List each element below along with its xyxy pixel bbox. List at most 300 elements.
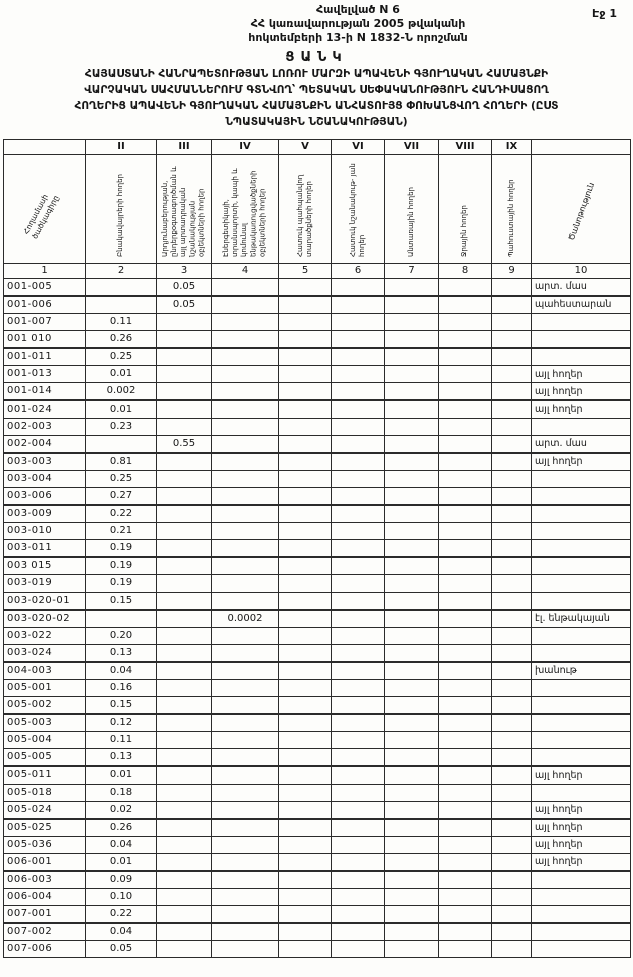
column-title-col-1 bbox=[4, 154, 86, 263]
roman-numeral-col-7: VII bbox=[385, 139, 439, 154]
area-value-cell bbox=[492, 296, 532, 314]
note-cell bbox=[532, 470, 631, 487]
area-value-cell bbox=[492, 557, 532, 575]
area-value-cell bbox=[332, 453, 385, 471]
area-value-cell bbox=[439, 679, 492, 696]
area-value-cell: 0.05 bbox=[157, 278, 212, 296]
area-value-cell: 0.25 bbox=[86, 348, 157, 366]
area-value-cell bbox=[157, 348, 212, 366]
area-value-cell: 0.0002 bbox=[212, 610, 279, 628]
area-value-cell bbox=[86, 296, 157, 314]
area-value-cell bbox=[492, 801, 532, 819]
area-value-cell bbox=[332, 906, 385, 924]
area-value-cell bbox=[439, 714, 492, 732]
table-row bbox=[4, 627, 631, 644]
area-value-cell bbox=[279, 383, 332, 401]
area-value-cell bbox=[439, 749, 492, 767]
area-value-cell bbox=[385, 314, 439, 331]
area-value-cell bbox=[439, 941, 492, 958]
table-row bbox=[4, 732, 631, 749]
area-value-cell bbox=[492, 819, 532, 837]
note-cell bbox=[532, 314, 631, 331]
area-value-cell bbox=[385, 575, 439, 592]
column-title-col-5 bbox=[279, 154, 332, 263]
note-cell bbox=[532, 644, 631, 662]
area-value-cell: 0.15 bbox=[86, 697, 157, 715]
table-row bbox=[4, 505, 631, 523]
area-value-cell bbox=[492, 836, 532, 853]
table-row bbox=[4, 575, 631, 592]
parcel-code-cell: 003 015 bbox=[4, 557, 86, 575]
area-value-cell bbox=[332, 592, 385, 610]
area-value-cell bbox=[157, 662, 212, 680]
area-value-cell: 0.01 bbox=[86, 853, 157, 871]
parcel-code-cell: 003-019 bbox=[4, 575, 86, 592]
area-value-cell bbox=[157, 923, 212, 941]
parcel-code-cell: 005-005 bbox=[4, 749, 86, 767]
table-row bbox=[4, 540, 631, 558]
roman-numeral-col-8: VIII bbox=[439, 139, 492, 154]
note-cell: այլ հողեր bbox=[532, 819, 631, 837]
note-cell: այլ հողեր bbox=[532, 453, 631, 471]
column-title-col-4 bbox=[212, 154, 279, 263]
parcel-code-cell: 007-001 bbox=[4, 906, 86, 924]
table-row bbox=[4, 348, 631, 366]
note-cell bbox=[532, 871, 631, 889]
area-value-cell bbox=[492, 644, 532, 662]
parcel-code-cell: 005-018 bbox=[4, 784, 86, 801]
area-value-cell bbox=[385, 435, 439, 453]
area-value-cell: 0.27 bbox=[86, 487, 157, 505]
area-value-cell bbox=[385, 853, 439, 871]
area-value-cell: 0.23 bbox=[86, 418, 157, 435]
area-value-cell bbox=[385, 278, 439, 296]
area-value-cell bbox=[279, 592, 332, 610]
table-row bbox=[4, 314, 631, 331]
roman-numeral-row bbox=[4, 139, 631, 154]
area-value-cell: 0.16 bbox=[86, 679, 157, 696]
table-row bbox=[4, 453, 631, 471]
area-value-cell bbox=[212, 383, 279, 401]
area-value-cell bbox=[439, 836, 492, 853]
area-value-cell bbox=[279, 749, 332, 767]
area-value-cell bbox=[385, 627, 439, 644]
area-value-cell bbox=[212, 766, 279, 784]
area-value-cell bbox=[212, 400, 279, 418]
area-value-cell: 0.04 bbox=[86, 662, 157, 680]
area-value-cell bbox=[212, 784, 279, 801]
area-value-cell bbox=[212, 627, 279, 644]
area-value-cell bbox=[279, 662, 332, 680]
column-title-text: Պահուստային հողեր bbox=[506, 179, 515, 257]
area-value-cell bbox=[492, 314, 532, 331]
parcel-code-cell: 006-001 bbox=[4, 853, 86, 871]
area-value-cell bbox=[385, 732, 439, 749]
area-value-cell bbox=[212, 348, 279, 366]
table-row bbox=[4, 610, 631, 628]
note-cell: այլ հողեր bbox=[532, 766, 631, 784]
area-value-cell bbox=[279, 523, 332, 540]
parcel-code-cell: 005-003 bbox=[4, 714, 86, 732]
area-value-cell bbox=[492, 853, 532, 871]
area-value-cell bbox=[279, 331, 332, 349]
area-value-cell: 0.002 bbox=[86, 383, 157, 401]
area-value-cell: 0.04 bbox=[86, 836, 157, 853]
document-title-line: ՆՊԱՏԱԿԱՅԻՆ ՆՇԱՆԱԿՈՒԹՅԱՆ) bbox=[225, 115, 408, 128]
appendix-line-3: հոկտեմբերի 13-ի N 1832-Ն որոշման bbox=[248, 30, 468, 44]
parcel-code-cell: 002-004 bbox=[4, 435, 86, 453]
table-header bbox=[4, 139, 631, 278]
area-value-cell bbox=[212, 732, 279, 749]
area-value-cell bbox=[439, 540, 492, 558]
note-cell bbox=[532, 331, 631, 349]
area-value-cell bbox=[439, 610, 492, 628]
area-value-cell bbox=[279, 435, 332, 453]
table-row bbox=[4, 923, 631, 941]
area-value-cell bbox=[212, 801, 279, 819]
area-value-cell bbox=[157, 400, 212, 418]
area-value-cell bbox=[385, 766, 439, 784]
parcel-code-cell: 002-003 bbox=[4, 418, 86, 435]
area-value-cell bbox=[439, 906, 492, 924]
area-value-cell bbox=[332, 784, 385, 801]
area-value-cell bbox=[212, 697, 279, 715]
area-value-cell bbox=[157, 766, 212, 784]
area-value-cell bbox=[439, 278, 492, 296]
area-value-cell bbox=[279, 557, 332, 575]
area-value-cell bbox=[279, 836, 332, 853]
area-value-cell bbox=[279, 801, 332, 819]
parcel-code-cell: 003-009 bbox=[4, 505, 86, 523]
parcel-code-cell: 001-024 bbox=[4, 400, 86, 418]
area-value-cell bbox=[279, 348, 332, 366]
area-value-cell bbox=[212, 523, 279, 540]
area-value-cell bbox=[157, 644, 212, 662]
area-value-cell bbox=[385, 470, 439, 487]
area-value-cell bbox=[492, 505, 532, 523]
note-cell: այլ հողեր bbox=[532, 801, 631, 819]
column-number-10: 10 bbox=[532, 263, 631, 278]
document-title-line: ՀՈՂԵՐԻՑ ԱՊԱՎԵՆԻ ԳՅՈՒՂԱԿԱՆ ՀԱՄԱՅՆՔԻՆ ԱՆՀԱՏՈՒՅՑ ՓՈԽԱՆՑՎՈՂ ՀՈՂԵՐԻ (ԸՍՏ bbox=[74, 100, 559, 113]
area-value-cell: 0.22 bbox=[86, 906, 157, 924]
area-value-cell bbox=[332, 801, 385, 819]
table-row bbox=[4, 296, 631, 314]
area-value-cell bbox=[279, 453, 332, 471]
roman-numeral-col-4: IV bbox=[212, 139, 279, 154]
area-value-cell bbox=[439, 453, 492, 471]
column-number-5: 5 bbox=[279, 263, 332, 278]
area-value-cell bbox=[212, 819, 279, 837]
table-row bbox=[4, 278, 631, 296]
area-value-cell: 0.26 bbox=[86, 819, 157, 837]
area-value-cell bbox=[492, 523, 532, 540]
area-value-cell bbox=[385, 644, 439, 662]
area-value-cell bbox=[157, 627, 212, 644]
area-value-cell bbox=[385, 400, 439, 418]
area-value-cell bbox=[157, 889, 212, 906]
note-cell bbox=[532, 923, 631, 941]
parcel-code-cell: 003-020-02 bbox=[4, 610, 86, 628]
area-value-cell bbox=[439, 314, 492, 331]
roman-numeral-col-5: V bbox=[279, 139, 332, 154]
table-row bbox=[4, 487, 631, 505]
area-value-cell bbox=[492, 784, 532, 801]
area-value-cell: 0.81 bbox=[86, 453, 157, 471]
area-value-cell bbox=[492, 714, 532, 732]
area-value-cell: 0.04 bbox=[86, 923, 157, 941]
area-value-cell bbox=[332, 679, 385, 696]
note-cell bbox=[532, 697, 631, 715]
scanned-document-page bbox=[0, 3, 633, 977]
area-value-cell: 0.26 bbox=[86, 331, 157, 349]
area-value-cell bbox=[332, 766, 385, 784]
note-cell: այլ հողեր bbox=[532, 853, 631, 871]
area-value-cell bbox=[86, 278, 157, 296]
note-cell bbox=[532, 906, 631, 924]
note-cell bbox=[532, 889, 631, 906]
area-value-cell bbox=[332, 314, 385, 331]
area-value-cell: 0.11 bbox=[86, 314, 157, 331]
area-value-cell bbox=[279, 871, 332, 889]
area-value-cell bbox=[385, 906, 439, 924]
table-row bbox=[4, 836, 631, 853]
area-value-cell: 0.20 bbox=[86, 627, 157, 644]
area-value-cell bbox=[492, 871, 532, 889]
area-value-cell bbox=[332, 662, 385, 680]
area-value-cell bbox=[492, 627, 532, 644]
area-value-cell bbox=[492, 487, 532, 505]
area-value-cell bbox=[492, 540, 532, 558]
column-title-text: Բնակավայրերի հողեր bbox=[116, 173, 125, 257]
area-value-cell bbox=[439, 400, 492, 418]
area-value-cell bbox=[157, 592, 212, 610]
area-value-cell bbox=[385, 923, 439, 941]
parcel-code-cell: 005-025 bbox=[4, 819, 86, 837]
parcel-code-cell: 007-006 bbox=[4, 941, 86, 958]
area-value-cell bbox=[332, 540, 385, 558]
area-value-cell bbox=[332, 644, 385, 662]
area-value-cell bbox=[332, 732, 385, 749]
area-value-cell bbox=[279, 470, 332, 487]
area-value-cell: 0.25 bbox=[86, 470, 157, 487]
area-value-cell bbox=[332, 889, 385, 906]
area-value-cell bbox=[212, 487, 279, 505]
column-title-text: Հատուկ նշանակութ- յան հողեր bbox=[348, 163, 366, 257]
parcel-code-cell: 001-014 bbox=[4, 383, 86, 401]
note-cell bbox=[532, 627, 631, 644]
area-value-cell bbox=[212, 592, 279, 610]
parcel-code-cell: 003-010 bbox=[4, 523, 86, 540]
parcel-code-cell: 001-011 bbox=[4, 348, 86, 366]
appendix-header bbox=[143, 3, 573, 44]
area-value-cell bbox=[157, 732, 212, 749]
area-value-cell bbox=[212, 749, 279, 767]
parcel-code-cell: 003-004 bbox=[4, 470, 86, 487]
area-value-cell bbox=[332, 575, 385, 592]
area-value-cell bbox=[385, 418, 439, 435]
appendix-line-1: Հավելված N 6 bbox=[316, 3, 400, 16]
area-value-cell bbox=[385, 819, 439, 837]
area-value-cell bbox=[385, 679, 439, 696]
area-value-cell bbox=[212, 470, 279, 487]
area-value-cell bbox=[279, 644, 332, 662]
table-row bbox=[4, 749, 631, 767]
area-value-cell bbox=[279, 906, 332, 924]
area-value-cell bbox=[279, 679, 332, 696]
appendix-line-2: ՀՀ կառավարության 2005 թվականի bbox=[250, 16, 466, 30]
area-value-cell bbox=[279, 714, 332, 732]
area-value-cell bbox=[212, 557, 279, 575]
column-title-col-3 bbox=[157, 154, 212, 263]
area-value-cell bbox=[492, 278, 532, 296]
parcel-code-cell: 003-011 bbox=[4, 540, 86, 558]
note-cell bbox=[532, 348, 631, 366]
note-cell bbox=[532, 540, 631, 558]
area-value-cell bbox=[212, 836, 279, 853]
parcel-code-cell: 003-006 bbox=[4, 487, 86, 505]
table-row bbox=[4, 592, 631, 610]
area-value-cell bbox=[157, 383, 212, 401]
column-number-7: 7 bbox=[385, 263, 439, 278]
area-value-cell bbox=[492, 941, 532, 958]
area-value-cell bbox=[332, 523, 385, 540]
area-value-cell bbox=[385, 453, 439, 471]
table-row bbox=[4, 766, 631, 784]
area-value-cell bbox=[492, 453, 532, 471]
area-value-cell bbox=[439, 470, 492, 487]
parcel-code-cell: 003-024 bbox=[4, 644, 86, 662]
parcel-code-cell: 005-001 bbox=[4, 679, 86, 696]
area-value-cell bbox=[385, 348, 439, 366]
area-value-cell bbox=[439, 366, 492, 383]
note-cell bbox=[532, 679, 631, 696]
table-row bbox=[4, 941, 631, 958]
area-value-cell bbox=[439, 296, 492, 314]
note-cell bbox=[532, 575, 631, 592]
area-value-cell: 0.15 bbox=[86, 592, 157, 610]
column-title-row bbox=[4, 154, 631, 263]
parcel-code-cell: 001-007 bbox=[4, 314, 86, 331]
area-value-cell bbox=[492, 592, 532, 610]
area-value-cell: 0.13 bbox=[86, 644, 157, 662]
area-value-cell bbox=[332, 487, 385, 505]
column-title-text: Էներգետիկայի, տրանսպորտի, կապի և կոմունալ ենթակառուցվածքների օբյեկտների հողեր bbox=[222, 168, 267, 257]
note-cell: արտ. մաս bbox=[532, 435, 631, 453]
parcel-code-cell: 007-002 bbox=[4, 923, 86, 941]
area-value-cell bbox=[385, 662, 439, 680]
area-value-cell bbox=[385, 871, 439, 889]
roman-numeral-col-9: IX bbox=[492, 139, 532, 154]
area-value-cell bbox=[279, 732, 332, 749]
area-value-cell bbox=[332, 871, 385, 889]
area-value-cell bbox=[492, 906, 532, 924]
area-value-cell bbox=[212, 941, 279, 958]
area-value-cell bbox=[157, 575, 212, 592]
area-value-cell bbox=[157, 314, 212, 331]
area-value-cell bbox=[212, 505, 279, 523]
table-row bbox=[4, 557, 631, 575]
area-value-cell bbox=[439, 557, 492, 575]
area-value-cell: 0.55 bbox=[157, 435, 212, 453]
area-value-cell bbox=[385, 331, 439, 349]
parcel-code-cell: 001 010 bbox=[4, 331, 86, 349]
area-value-cell bbox=[385, 784, 439, 801]
area-value-cell bbox=[212, 853, 279, 871]
area-value-cell bbox=[385, 697, 439, 715]
table-row bbox=[4, 697, 631, 715]
area-value-cell: 0.01 bbox=[86, 400, 157, 418]
table-row bbox=[4, 784, 631, 801]
column-title-col-9 bbox=[492, 154, 532, 263]
area-value-cell bbox=[385, 487, 439, 505]
area-value-cell: 0.09 bbox=[86, 871, 157, 889]
note-cell bbox=[532, 592, 631, 610]
area-value-cell bbox=[86, 610, 157, 628]
parcel-code-cell: 001-013 bbox=[4, 366, 86, 383]
area-value-cell bbox=[492, 366, 532, 383]
area-value-cell bbox=[157, 836, 212, 853]
area-value-cell bbox=[439, 575, 492, 592]
area-value-cell bbox=[385, 505, 439, 523]
area-value-cell bbox=[439, 435, 492, 453]
area-value-cell bbox=[86, 435, 157, 453]
area-value-cell bbox=[492, 749, 532, 767]
area-value-cell bbox=[212, 331, 279, 349]
parcel-code-cell: 001-005 bbox=[4, 278, 86, 296]
area-value-cell bbox=[439, 627, 492, 644]
area-value-cell bbox=[279, 296, 332, 314]
area-value-cell bbox=[157, 523, 212, 540]
area-value-cell bbox=[385, 383, 439, 401]
area-value-cell bbox=[279, 889, 332, 906]
area-value-cell bbox=[439, 331, 492, 349]
parcel-code-cell: 005-004 bbox=[4, 732, 86, 749]
column-number-9: 9 bbox=[492, 263, 532, 278]
area-value-cell bbox=[439, 871, 492, 889]
area-value-cell bbox=[212, 889, 279, 906]
area-value-cell bbox=[492, 610, 532, 628]
column-title-text: Հողամասի ծածկագիրը bbox=[20, 193, 60, 241]
area-value-cell bbox=[439, 889, 492, 906]
document-title-line: ՎԱՐՉԱԿԱՆ ՍԱՀՄԱՆՆԵՐՈՒՄ ԳՏՆՎՈՂ՝ ՊԵՏԱԿԱՆ ՍԵՓԱԿԱՆՈՒԹՅՈՒՆ ՀԱՆԴԻՍԱՑՈՂ bbox=[84, 84, 549, 97]
parcel-code-cell: 004-003 bbox=[4, 662, 86, 680]
area-value-cell bbox=[212, 679, 279, 696]
area-value-cell bbox=[332, 697, 385, 715]
area-value-cell bbox=[212, 366, 279, 383]
area-value-cell bbox=[439, 505, 492, 523]
column-title-col-2 bbox=[86, 154, 157, 263]
area-value-cell bbox=[492, 732, 532, 749]
area-value-cell bbox=[439, 662, 492, 680]
area-value-cell bbox=[212, 871, 279, 889]
area-value-cell bbox=[332, 366, 385, 383]
column-number-4: 4 bbox=[212, 263, 279, 278]
area-value-cell bbox=[279, 418, 332, 435]
area-value-cell bbox=[439, 732, 492, 749]
note-cell bbox=[532, 784, 631, 801]
area-value-cell bbox=[385, 801, 439, 819]
area-value-cell bbox=[439, 819, 492, 837]
page-number: Էջ 1 bbox=[592, 7, 617, 20]
area-value-cell bbox=[332, 418, 385, 435]
area-value-cell bbox=[332, 923, 385, 941]
table-row bbox=[4, 871, 631, 889]
note-cell: այլ հողեր bbox=[532, 836, 631, 853]
table-row bbox=[4, 331, 631, 349]
area-value-cell bbox=[279, 314, 332, 331]
area-value-cell bbox=[212, 314, 279, 331]
note-cell bbox=[532, 714, 631, 732]
